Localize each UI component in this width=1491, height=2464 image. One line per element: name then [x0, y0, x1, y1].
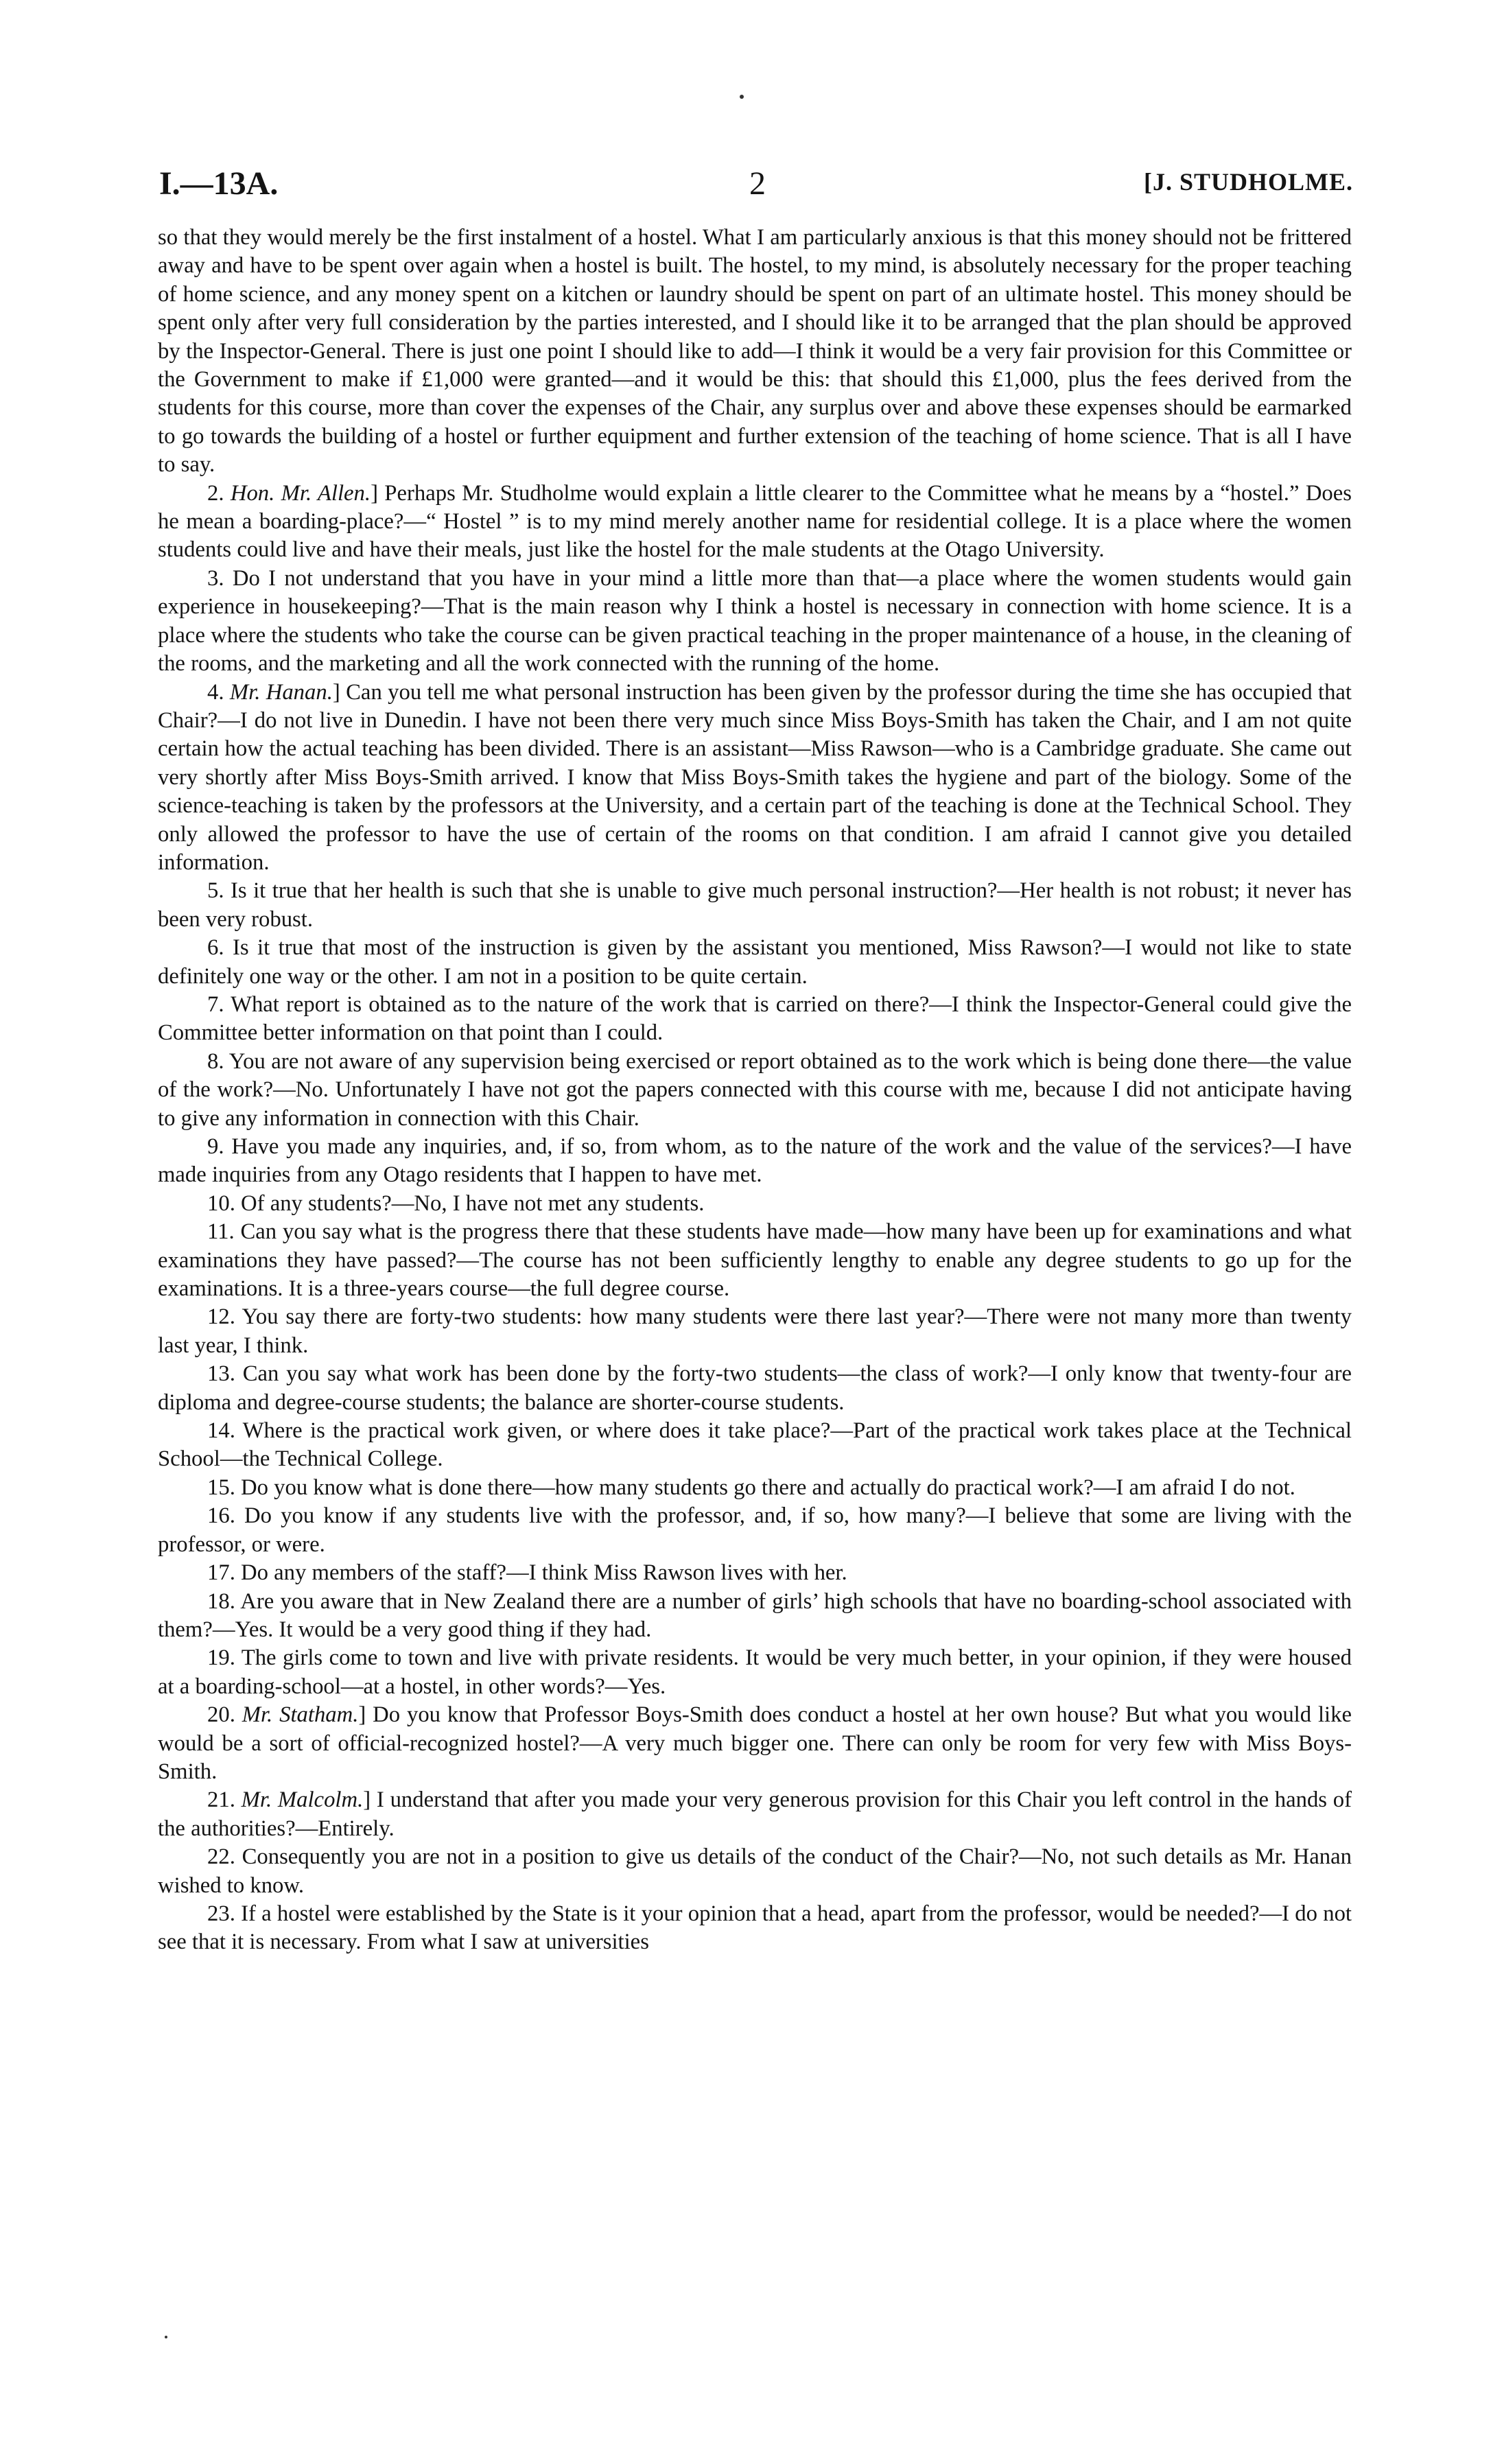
question-19: 19. The girls come to town and live with private residents. It would be very much better, in your opinion, if they were housed at a boarding-school—at a hostel, in other words?—Yes.	[158, 1645, 1352, 1699]
paragraph-continuation: so that they would merely be the first instalment of a hostel. What I am particularly anxious is that this money should not be frittered away and have to be spent over again when a hostel is built. The hostel, to my mind, is absolutely necessary for the proper teaching of home science, and any money spent on a kitchen or laundry should be spent on part of an ultimate hostel. This money should be spent only after very full consideration by the parties interested, and I should like it to be arranged that the plan should be approved by the Inspector-General. There is just one point I should like to add—I think it would be a very fair provision for this Committee or the Government to make if £1,000 were granted—and it would be this: that should this £1,000, plus the fees derived from the students for this course, more than cover the expenses of the Chair, any surplus over and above these expenses should be earmarked to go towards the building of a hostel or further equipment and further extension of the teaching of home science. That is all I have to say.	[158, 225, 1352, 478]
question-15: 15. Do you know what is done there—how many students go there and actually do practical work?—I am afraid I do not.	[207, 1475, 1295, 1500]
question-20: 20. Mr. Statham.] Do you know that Professor Boys-Smith does conduct a hostel at her own house? But what you would like would be a sort of official-recognized hostel?—A very much bigger one. There can only be room for very few with Miss Boys-Smith.	[158, 1702, 1352, 1784]
question-4: 4. Mr. Hanan.] Can you tell me what personal instruction has been given by the professor during the time she has occupied that Chair?—I do not live in Dunedin. I have not been there very much since Miss Boys-Smith has taken the Chair, and I am not quite certain how the actual teaching has been divided. There is an assistant—Miss Rawson—who is a Cambridge graduate. She came out very shortly after Miss Boys-Smith arrived. I know that Miss Boys-Smith takes the hygiene and part of the biology. Some of the science-teaching is taken by the professors at the University, and a certain part of the teaching is done at the Technical School. They only allowed the professor to have the use of certain of the rooms on that condition. I am afraid I cannot give you detailed information.	[158, 679, 1352, 875]
speaker: Hon. Mr. Allen.	[230, 480, 371, 506]
document-reference: I.—13A.	[159, 165, 279, 202]
body-text	[158, 224, 1352, 1957]
speaker: Mr. Malcolm.	[241, 1787, 364, 1813]
ink-speck-bottom	[165, 2336, 167, 2338]
question-14: 14. Where is the practical work given, or where does it take place?—Part of the practical work takes place at the Technical School—the Technical College.	[158, 1418, 1352, 1472]
question-3: 3. Do I not understand that you have in your mind a little more than that—a place where the women students would gain experience in housekeeping?—That is the main reason why I think a hostel is necessary in connection with home science. It is a place where the students who take the course can be given practical teaching in the proper maintenance of a house, in the cleaning of the rooms, and the marketing and all the work connected with the running of the home.	[158, 565, 1352, 677]
question-7: 7. What report is obtained as to the nature of the work that is carried on there?—I think the Inspector-General could give the Committee better information on that point than I could.	[158, 992, 1352, 1046]
question-5: 5. Is it true that her health is such that she is unable to give much personal instruction?—Her health is not robust; it never has been very robust.	[158, 878, 1352, 932]
speaker: Mr. Hanan.	[229, 679, 333, 705]
question-6: 6. Is it true that most of the instruction is given by the assistant you mentioned, Miss Rawson?—I would not like to state definitely one way or the other. I am not in a position to be quite certain.	[158, 935, 1352, 989]
question-12: 12. You say there are forty-two students: how many students were there last year?—There were not many more than twenty last year, I think.	[158, 1304, 1352, 1358]
question-23: 23. If a hostel were established by the State is it your opinion that a head, apart from the professor, would be needed?—I do not see that it is necessary. From what I saw at universities	[158, 1901, 1352, 1955]
page-header	[159, 165, 1353, 206]
question-9: 9. Have you made any inquiries, and, if so, from whom, as to the nature of the work and the value of the services?—I have made inquiries from any Otago residents that I happen to have met.	[158, 1134, 1352, 1188]
page-number: 2	[749, 165, 766, 202]
question-10: 10. Of any students?—No, I have not met any students.	[207, 1190, 705, 1216]
speaker: Mr. Statham.	[242, 1702, 359, 1728]
question-22: 22. Consequently you are not in a position to give us details of the conduct of the Chair?—No, not such details as Mr. Hanan wished to know.	[158, 1844, 1352, 1898]
question-18: 18. Are you aware that in New Zealand there are a number of girls’ high schools that have no boarding-school associated with them?—Yes. It would be a very good thing if they had.	[158, 1588, 1352, 1642]
question-21: 21. Mr. Malcolm.] I understand that after you made your very generous provision for this Chair you left control in the hands of the authorities?—Entirely.	[158, 1787, 1352, 1841]
question-17: 17. Do any members of the staff?—I think Miss Rawson lives with her.	[207, 1560, 847, 1586]
ink-speck-top	[740, 95, 744, 99]
witness-name: [J. STUDHOLME.	[1143, 168, 1353, 196]
question-2: 2. Hon. Mr. Allen.] Perhaps Mr. Studholme would explain a little clearer to the Committee what he means by a “hostel.” Does he mean a boarding-place?—“ Hostel ” is to my mind merely another name for residential college. It is a place where the women students could live and have their meals, just like the hostel for the male students at the Otago University.	[158, 480, 1352, 563]
question-13: 13. Can you say what work has been done by the forty-two students—the class of work?—I only know that twenty-four are diploma and degree-course students; the balance are shorter-course students.	[158, 1361, 1352, 1415]
question-8: 8. You are not aware of any supervision being exercised or report obtained as to the work which is being done there—the value of the work?—No. Unfortunately I have not got the papers connected with this course with me, because I did not anticipate having to give any information in connection with this Chair.	[158, 1048, 1352, 1131]
question-16: 16. Do you know if any students live with the professor, and, if so, how many?—I believe that some are living with the professor, or were.	[158, 1503, 1352, 1557]
question-11: 11. Can you say what is the progress there that these students have made—how many have been up for examinations and what examinations they have passed?—The course has not been sufficiently lengthy to enable any degree students to go up for the examinations. It is a three-years course—the full degree course.	[158, 1219, 1352, 1302]
